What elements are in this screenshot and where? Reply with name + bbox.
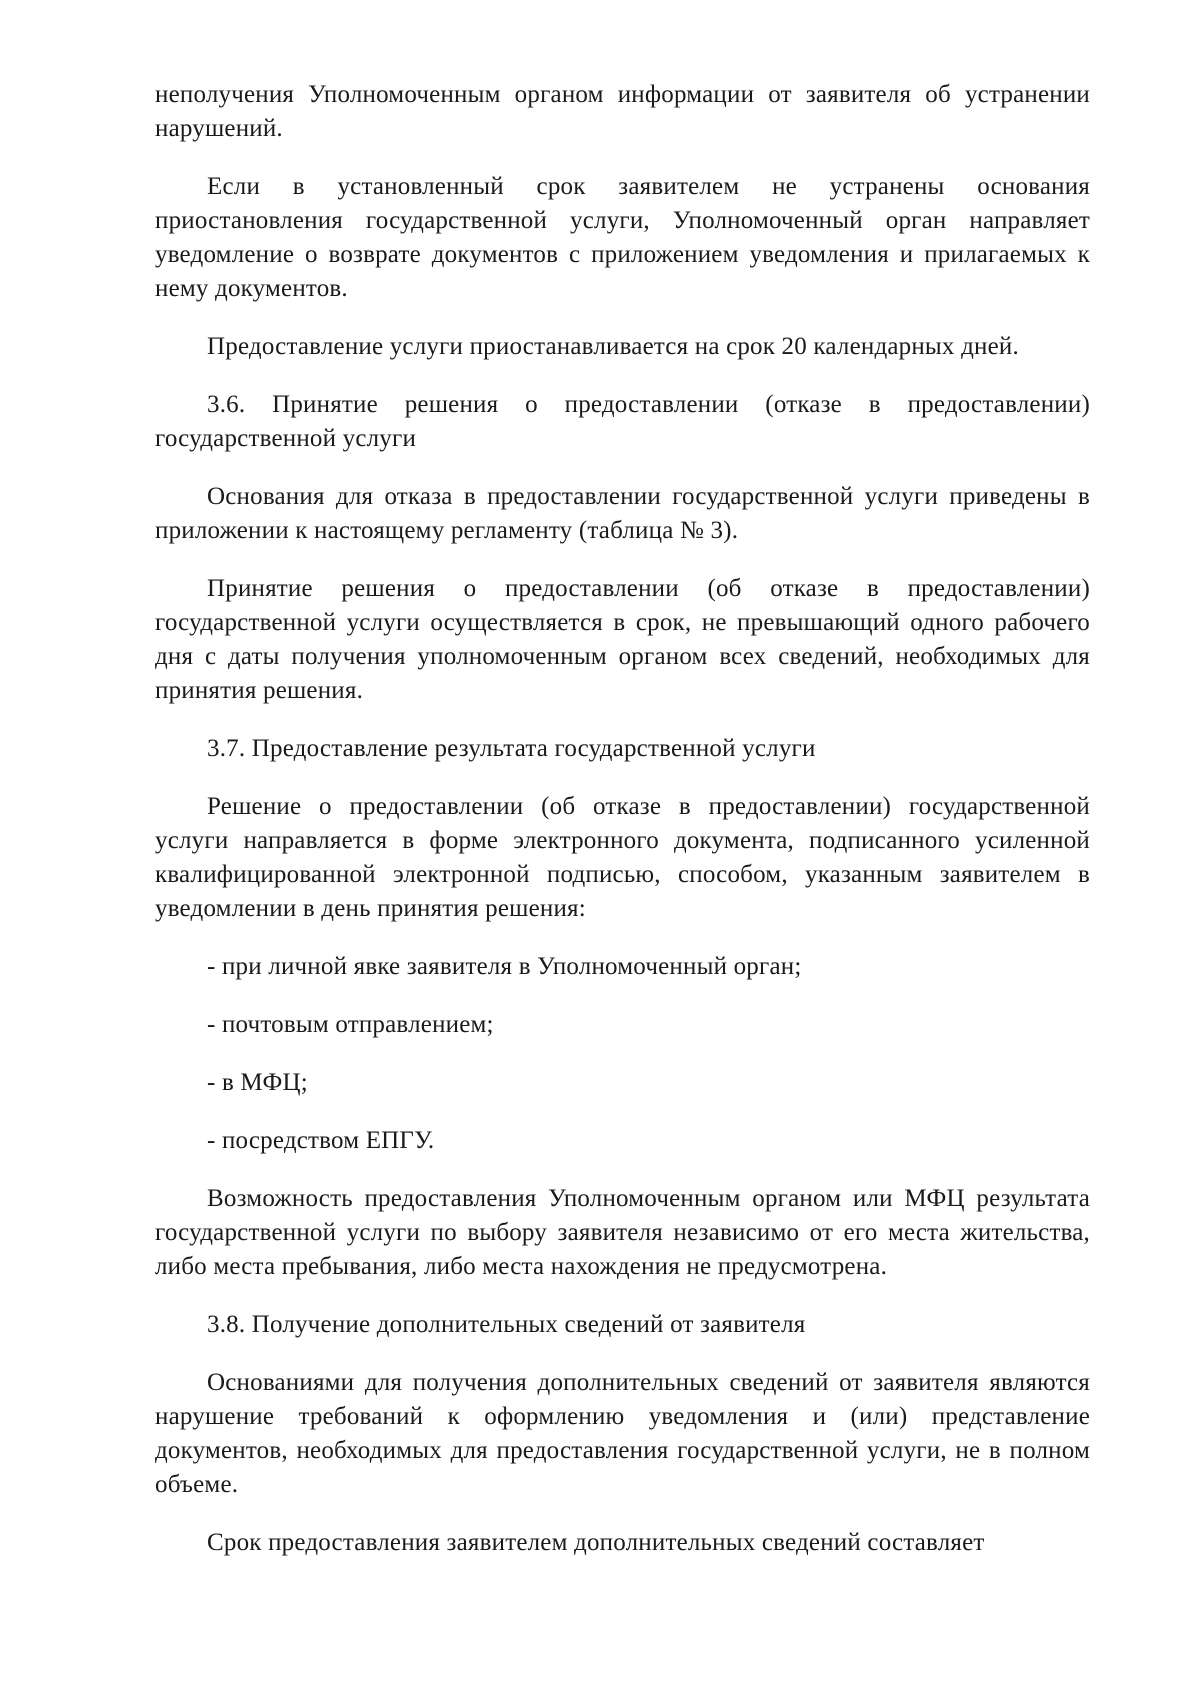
section-heading-3-7: 3.7. Предоставление результата государственной услуги <box>207 735 816 762</box>
paragraph-suspension-term: Предоставление услуги приостанавливается на срок 20 календарных дней. <box>207 333 1019 360</box>
paragraph-extraterritorial: Возможность предоставления Уполномоченным органом или МФЦ результата государственной услуги по выбору заявителя независимо от его места жительства, либо места пребывания, либо места нахождения не предусмотрена. <box>155 1185 1090 1280</box>
document-body <box>155 78 1090 1584</box>
list-item-postal: - почтовым отправлением; <box>207 1011 494 1038</box>
paragraph-refusal-grounds: Основания для отказа в предоставлении государственной услуги приведены в приложении к настоящему регламенту (таблица № 3). <box>155 483 1090 544</box>
list-item-mfc: - в МФЦ; <box>207 1069 308 1096</box>
paragraph-additional-info-grounds: Основаниями для получения дополнительных сведений от заявителя являются нарушение требований к оформлению уведомления и (или) представление документов, необходимых для предоставления государственной услуги, не в полном объеме. <box>155 1369 1090 1498</box>
paragraph-return-documents: Если в установленный срок заявителем не устранены основания приостановления государственной услуги, Уполномоченный орган направляет уведомление о возврате документов с приложением уведомления и прилагаемых к нему документов. <box>155 173 1090 302</box>
list-item-epgu: - посредством ЕПГУ. <box>207 1127 435 1154</box>
paragraph-decision-term: Принятие решения о предоставлении (об отказе в предоставлении) государственной услуги осуществляется в срок, не превышающий одного рабочего дня с даты получения уполномоченным органом всех сведений, необходимых для принятия решения. <box>155 575 1090 704</box>
paragraph-continuation: неполучения Уполномоченным органом информации от заявителя об устранении нарушений. <box>155 81 1090 142</box>
section-heading-3-8: 3.8. Получение дополнительных сведений от заявителя <box>207 1311 806 1338</box>
paragraph-additional-info-term: Срок предоставления заявителем дополнительных сведений составляет <box>207 1529 985 1556</box>
section-heading-3-6: 3.6. Принятие решения о предоставлении (отказе в предоставлении) государственной услуги <box>155 391 1090 452</box>
paragraph-decision-delivery: Решение о предоставлении (об отказе в предоставлении) государственной услуги направляется в форме электронного документа, подписанного усиленной квалифицированной электронной подписью, способом, указанным заявителем в уведомлении в день принятия решения: <box>155 793 1090 922</box>
list-item-personal-visit: - при личной явке заявителя в Уполномоченный орган; <box>207 953 802 980</box>
